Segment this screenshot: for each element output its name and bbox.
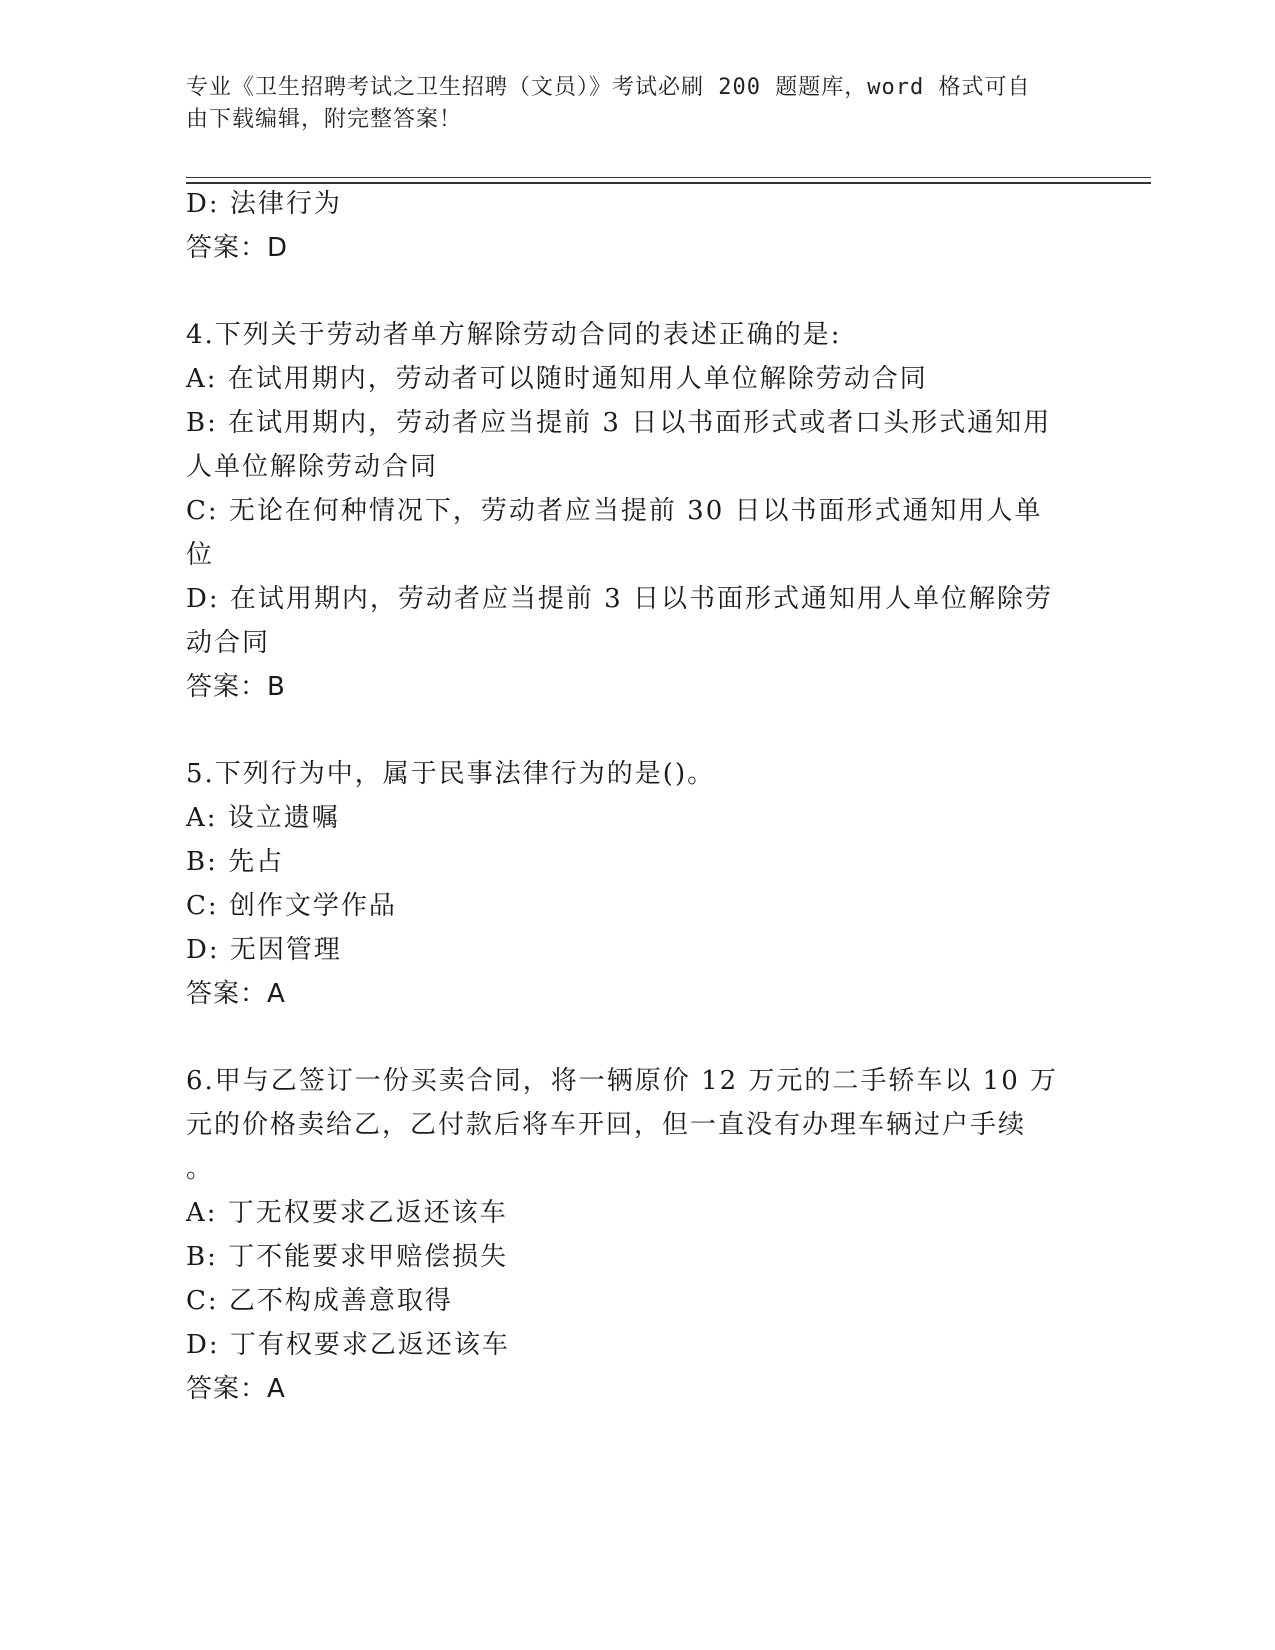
header-divider-thick xyxy=(186,182,1151,184)
q3-option-d: D: 法律行为 xyxy=(186,189,342,219)
q5-option-d: D: 无因管理 xyxy=(186,935,342,965)
q4-option-c-line-2: 位 xyxy=(186,540,215,570)
q3-answer: 答案：D xyxy=(186,233,289,263)
q6-option-b: B: 丁不能要求甲赔偿损失 xyxy=(186,1242,509,1272)
q4-option-a: A: 在试用期内，劳动者可以随时通知用人单位解除劳动合同 xyxy=(186,364,928,394)
q6-option-d: D: 丁有权要求乙返还该车 xyxy=(186,1330,510,1360)
header-line-2: 由下载编辑，附完整答案！ xyxy=(186,107,463,132)
q4-option-d-line-1: D: 在试用期内，劳动者应当提前 3 日以书面形式通知用人单位解除劳 xyxy=(186,584,1053,614)
document-header xyxy=(186,72,1066,136)
q6-stem-line-1: 6.甲与乙签订一份买卖合同，将一辆原价 12 万元的二手轿车以 10 万 xyxy=(186,1066,1059,1096)
q5-option-a: A: 设立遗嘱 xyxy=(186,803,340,833)
header-divider-thin xyxy=(186,177,1151,178)
q5-answer: 答案：A xyxy=(186,979,286,1009)
q4-answer: 答案：B xyxy=(186,672,286,702)
header-line-1: 专业《卫生招聘考试之卫生招聘（文员）》考试必刷 200 题题库，word 格式可自 xyxy=(186,75,1031,100)
q4-stem: 4.下列关于劳动者单方解除劳动合同的表述正确的是: xyxy=(186,320,842,350)
q6-option-c: C: 乙不构成善意取得 xyxy=(186,1286,453,1316)
q5-stem: 5.下列行为中，属于民事法律行为的是()。 xyxy=(186,759,716,789)
q5-option-c: C: 创作文学作品 xyxy=(186,891,397,921)
q6-option-a: A: 丁无权要求乙返还该车 xyxy=(186,1198,508,1228)
q6-answer: 答案：A xyxy=(186,1374,286,1404)
q4-option-c-line-1: C: 无论在何种情况下，劳动者应当提前 30 日以书面形式通知用人单 xyxy=(186,496,1043,526)
q4-option-d-line-2: 动合同 xyxy=(186,628,271,658)
q5-option-b: B: 先占 xyxy=(186,847,285,877)
q6-stem-line-2: 元的价格卖给乙，乙付款后将车开回，但一直没有办理车辆过户手续 xyxy=(186,1110,1027,1140)
q6-stem-line-3: 。 xyxy=(186,1154,215,1184)
q4-option-b-line-2: 人单位解除劳动合同 xyxy=(186,452,439,482)
q4-option-b-line-1: B: 在试用期内，劳动者应当提前 3 日以书面形式或者口头形式通知用 xyxy=(186,408,1052,438)
